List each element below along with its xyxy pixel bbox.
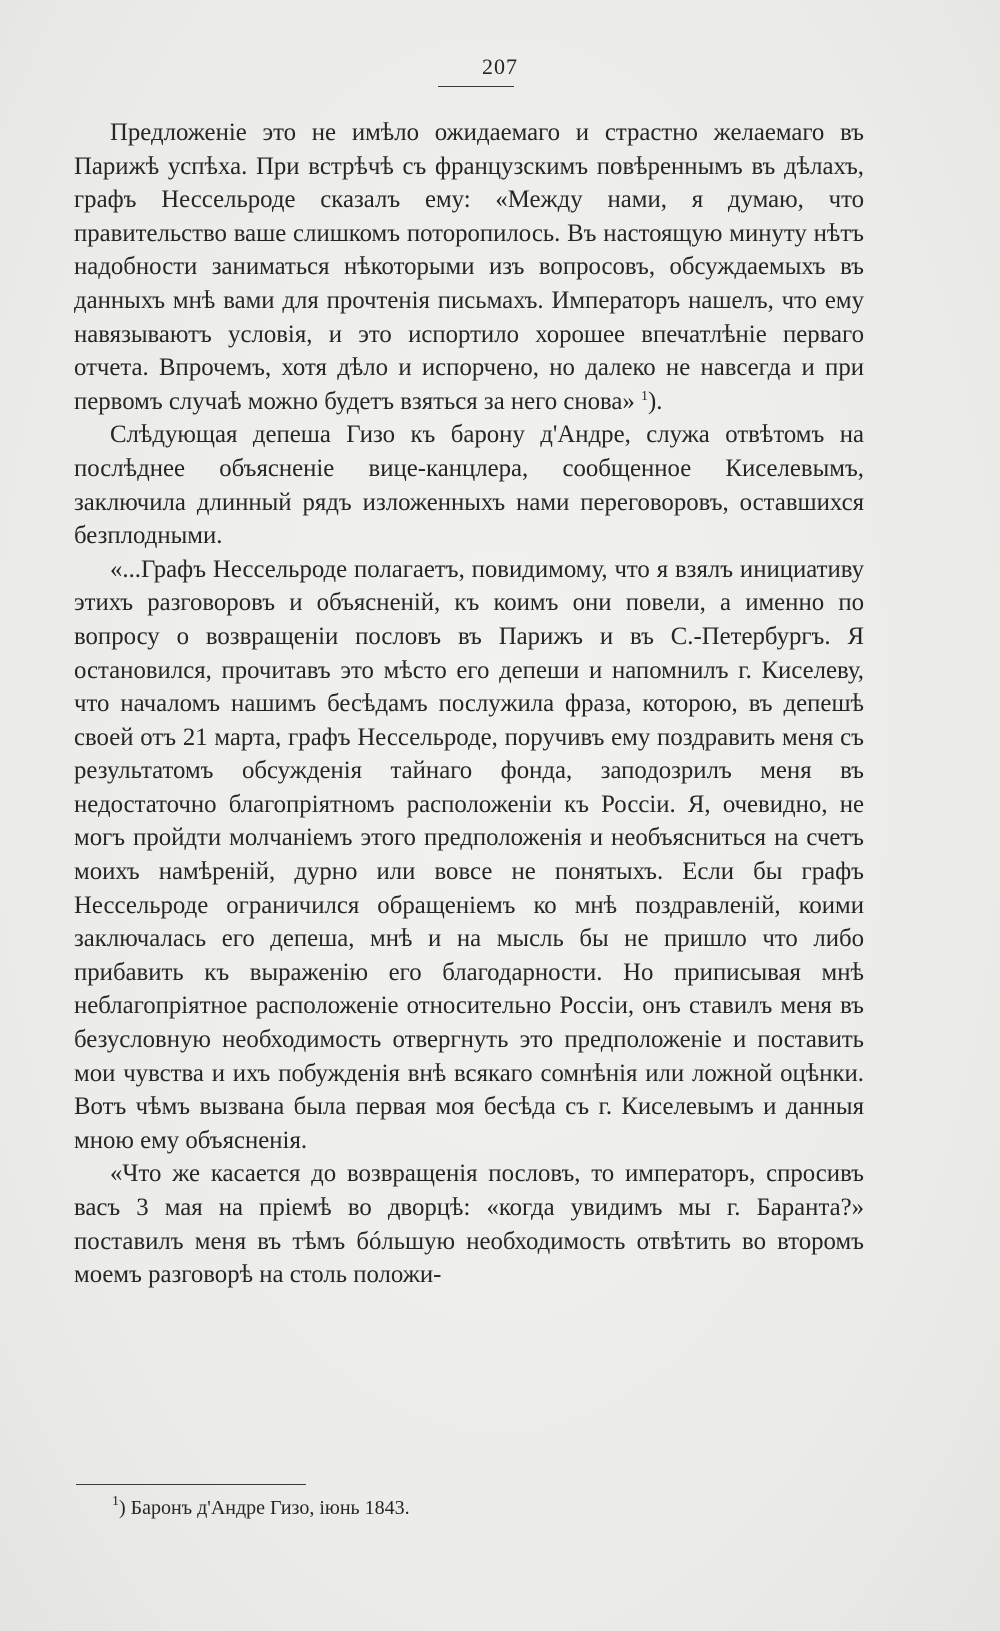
page-number: 207	[482, 54, 518, 79]
body-text	[74, 116, 864, 1292]
footnote-rule	[76, 1484, 306, 1485]
paragraph-2: Слѣдующая депеша Гизо къ барону д'Андре, служа отвѣтомъ на послѣднее объясненіе вице-канцлера, сообщенное Киселевымъ, заключила длинный рядъ изложенныхъ нами переговоровъ, оставшихся безплодными.	[74, 421, 864, 550]
paragraph-1	[74, 116, 864, 418]
footnote-marker: 1	[112, 1494, 119, 1509]
footnote-reference-tail: ).	[648, 387, 663, 415]
footnote	[112, 1494, 410, 1522]
footnote-text: Баронъ д'Андре Гизо, іюнь 1843.	[125, 1497, 410, 1519]
footnote-reference: 1	[641, 388, 648, 404]
paragraph-3: «...Графъ Нессельроде полагаетъ, повидимому, что я взялъ инициативу этихъ разговоровъ и объясненій, къ коимъ они повели, а именно по вопросу о возвращеніи пословъ въ Парижъ и въ С.-Петербургъ. Я остановился, прочитавъ это мѣсто его депеши и напомнилъ г. Киселеву, что началомъ нашимъ бесѣдамъ послужила фраза, которою, въ депешѣ своей отъ 21 марта, графъ Нессельроде, поручивъ ему поздравить меня съ результатомъ обсужденія тайнаго фонда, заподозрилъ меня въ недостаточно благопріятномъ расположеніи къ Россіи. Я, очевидно, не могъ пройдти молчаніемъ этого предположенія и необъясниться на счетъ моихъ намѣреній, дурно или вовсе не понятыхъ. Если бы графъ Нессельроде ограничился обращеніемъ ко мнѣ поздравленій, коими заключалась его депеша, мнѣ и на мысль бы не пришло что либо прибавить къ выраженію его благодарности. Но приписывая мнѣ неблагопріятное расположеніе относительно Россіи, онъ ставилъ меня въ безусловную необходимость отвергнуть это предположеніе и поставить мои чувства и ихъ побужденія внѣ всякаго сомнѣнія или ложной оцѣнки. Вотъ чѣмъ вызвана была первая моя бесѣда съ г. Киселевымъ и данныя мною ему объясненія.	[74, 555, 864, 1154]
paragraph-1-text: Предложеніе это не имѣло ожидаемаго и страстно желаемаго въ Парижѣ успѣха. При встрѣчѣ съ французскимъ повѣреннымъ въ дѣлахъ, графъ Нессельроде сказалъ ему: «Между нами, я думаю, что правительство ваше слишкомъ поторопилось. Въ настоящую минуту нѣтъ надобности заниматься нѣкоторыми изъ вопросовъ, обсуждаемыхъ въ данныхъ мнѣ вами для прочтенія письмахъ. Императоръ нашелъ, что ему навязываютъ условія, и это испортило хорошее впечатлѣніе перваго отчета. Впрочемъ, хотя дѣло и испорчено, но далеко не навсегда и при первомъ случаѣ можно будетъ взяться за него снова»	[74, 119, 864, 415]
page-number-rule	[438, 86, 514, 87]
footnote-marker-tail: )	[119, 1497, 126, 1519]
paragraph-4: «Что же касается до возвращенія пословъ, то императоръ, спросивъ васъ 3 мая на пріемѣ во дворцѣ: «когда увидимъ мы г. Баранта?» поставилъ меня въ тѣмъ бóльшую необходимость отвѣтить во второмъ моемъ разговорѣ на столь положи-	[74, 1160, 864, 1289]
